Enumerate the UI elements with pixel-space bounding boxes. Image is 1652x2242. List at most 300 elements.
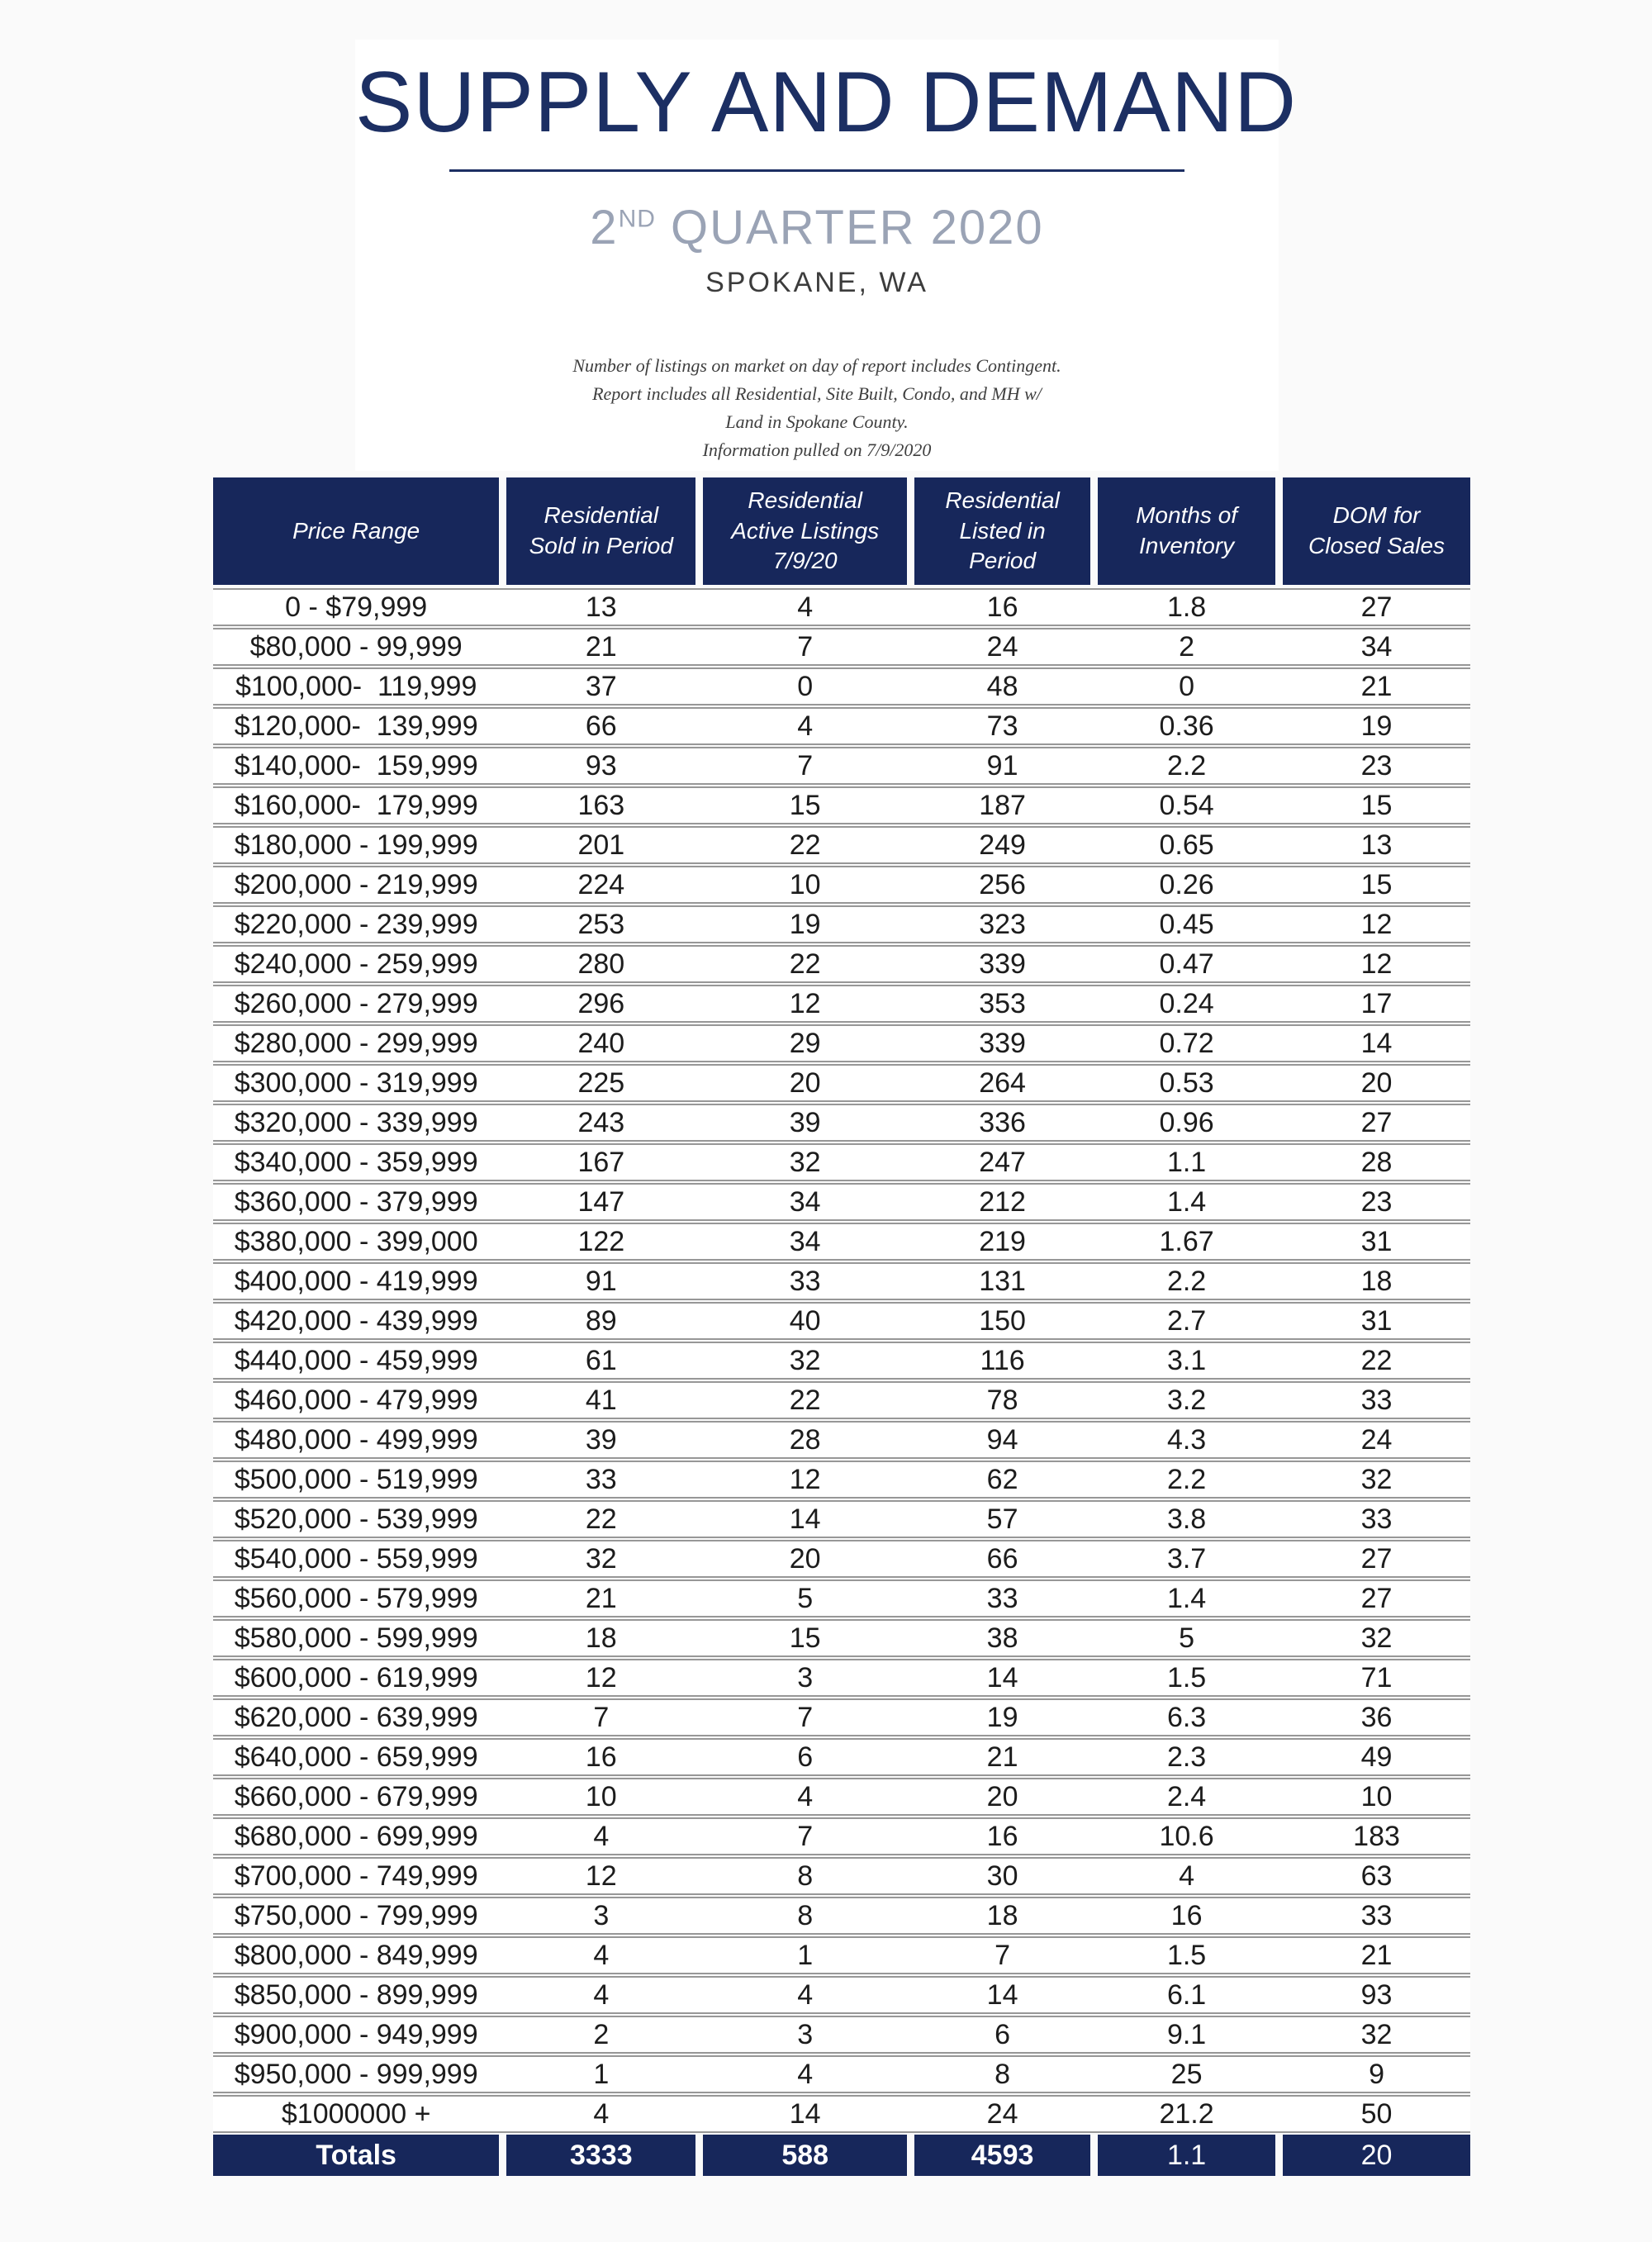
price-range-cell: $680,000 - 699,999 [234, 1821, 478, 1852]
value-cell: 33 [986, 1583, 1018, 1614]
totals-value-cell: 20 [1283, 2135, 1470, 2176]
value-cell: 48 [986, 671, 1018, 702]
value-cell: 28 [1360, 1147, 1393, 1178]
value-cell: 0.54 [1159, 790, 1214, 821]
quarter-subtitle [355, 200, 1279, 255]
value-cell: 7 [797, 631, 814, 663]
table-row [213, 1619, 1470, 1657]
table-row [213, 1223, 1470, 1261]
value-cell: 253 [577, 909, 625, 940]
table-row [213, 1064, 1470, 1102]
value-cell: 27 [1360, 1107, 1393, 1138]
value-cell: 0.96 [1159, 1107, 1214, 1138]
value-cell: 243 [577, 1107, 625, 1138]
value-cell: 1.4 [1166, 1186, 1207, 1218]
value-cell: 36 [1360, 1702, 1393, 1733]
value-cell: 2.7 [1166, 1305, 1207, 1337]
value-cell: 20 [789, 1067, 821, 1099]
price-range-cell: $950,000 - 999,999 [234, 2059, 478, 2090]
value-cell: 339 [979, 948, 1026, 980]
value-cell: 1.67 [1159, 1226, 1214, 1257]
value-cell: 8 [995, 2059, 1011, 2090]
price-range-cell: $460,000 - 479,999 [234, 1385, 478, 1416]
value-cell: 1 [797, 1940, 814, 1971]
value-cell: 4 [797, 591, 814, 623]
value-cell: 7 [797, 1702, 814, 1733]
column-header-line: Residential [945, 487, 1060, 513]
value-cell: 22 [585, 1503, 617, 1535]
price-range-cell: $340,000 - 359,999 [234, 1147, 478, 1178]
column-header-line: Period [969, 548, 1037, 574]
table-row [213, 1421, 1470, 1459]
value-cell: 1.5 [1166, 1940, 1207, 1971]
value-cell: 89 [585, 1305, 617, 1337]
price-range-cell: $100,000- 119,999 [235, 671, 477, 702]
value-cell: 4 [1179, 1860, 1195, 1892]
table-row [213, 1302, 1470, 1340]
column-header-line: Closed Sales [1308, 533, 1446, 558]
value-cell: 38 [986, 1622, 1018, 1654]
value-cell: 24 [986, 631, 1018, 663]
value-cell: 10.6 [1159, 1821, 1214, 1852]
value-cell: 4 [593, 1979, 610, 2011]
value-cell: 94 [986, 1424, 1018, 1456]
price-range-cell: $300,000 - 319,999 [234, 1067, 478, 1099]
value-cell: 91 [585, 1266, 617, 1297]
value-cell: 0.72 [1159, 1028, 1214, 1059]
value-cell: 63 [1360, 1860, 1393, 1892]
value-cell: 34 [1360, 631, 1393, 663]
value-cell: 71 [1360, 1662, 1393, 1693]
quarter-number: 2 [590, 201, 619, 255]
value-cell: 50 [1360, 2098, 1393, 2130]
table-row [213, 2095, 1470, 2133]
value-cell: 39 [789, 1107, 821, 1138]
value-cell: 116 [980, 1345, 1025, 1376]
value-cell: 256 [979, 869, 1026, 900]
table-row [213, 1659, 1470, 1697]
value-cell: 0.45 [1159, 909, 1214, 940]
table-row [213, 747, 1470, 785]
column-header-line: Sold in Period [529, 533, 673, 558]
price-range-cell: $900,000 - 949,999 [234, 2019, 478, 2050]
value-cell: 22 [789, 1385, 821, 1416]
column-header-line: Price Range [292, 517, 420, 544]
value-cell: 4 [797, 1781, 814, 1812]
price-range-cell: $380,000 - 399,000 [234, 1226, 478, 1257]
price-range-cell: $360,000 - 379,999 [234, 1186, 478, 1218]
value-cell: 296 [577, 988, 625, 1019]
value-cell: 32 [1360, 1464, 1393, 1495]
value-cell: 24 [986, 2098, 1018, 2130]
column-header-line: Months of [1136, 502, 1238, 529]
value-cell: 201 [577, 829, 625, 861]
value-cell: 14 [1360, 1028, 1393, 1059]
table-row [213, 1104, 1470, 1142]
price-range-cell: $280,000 - 299,999 [234, 1028, 478, 1059]
value-cell: 20 [986, 1781, 1018, 1812]
table-row [213, 1936, 1470, 1974]
column-header-line: Listed in [959, 517, 1046, 544]
price-range-cell: $600,000 - 619,999 [234, 1662, 478, 1693]
value-cell: 7 [593, 1702, 610, 1733]
value-cell: 13 [1360, 829, 1393, 861]
value-cell: 3.1 [1166, 1345, 1207, 1376]
value-cell: 0.65 [1159, 829, 1214, 861]
value-cell: 183 [1353, 1821, 1400, 1852]
value-cell: 6 [797, 1741, 814, 1773]
value-cell: 14 [986, 1979, 1018, 2011]
price-range-cell: 0 - $79,999 [285, 591, 428, 623]
value-cell: 29 [789, 1028, 821, 1059]
value-cell: 2.3 [1166, 1741, 1207, 1773]
totals-label-cell: Totals [213, 2135, 499, 2176]
value-cell: 12 [585, 1860, 617, 1892]
column-header-line: Active Listings [731, 517, 880, 544]
table-row [213, 1461, 1470, 1499]
value-cell: 32 [585, 1543, 617, 1575]
table-row [213, 1698, 1470, 1736]
price-range-cell: $440,000 - 459,999 [234, 1345, 478, 1376]
price-range-cell: $850,000 - 899,999 [234, 1979, 478, 2011]
value-cell: 31 [1360, 1226, 1393, 1257]
price-range-cell: $120,000- 139,999 [234, 710, 478, 742]
price-range-cell: $640,000 - 659,999 [234, 1741, 478, 1773]
value-cell: 2.2 [1166, 1266, 1207, 1297]
value-cell: 3.2 [1166, 1385, 1207, 1416]
value-cell: 73 [986, 710, 1018, 742]
value-cell: 23 [1360, 1186, 1393, 1218]
value-cell: 21 [1360, 671, 1393, 702]
value-cell: 16 [986, 591, 1018, 623]
value-cell: 25 [1170, 2059, 1203, 2090]
value-cell: 21 [1360, 1940, 1393, 1971]
value-cell: 66 [585, 710, 617, 742]
value-cell: 27 [1360, 1543, 1393, 1575]
price-range-cell: $200,000 - 219,999 [234, 869, 478, 900]
value-cell: 122 [577, 1226, 625, 1257]
table-row [213, 985, 1470, 1023]
value-cell: 91 [986, 750, 1018, 781]
value-cell: 62 [986, 1464, 1018, 1495]
table-row [213, 1976, 1470, 2014]
value-cell: 49 [1360, 1741, 1393, 1773]
price-range-cell: $80,000 - 99,999 [249, 631, 463, 663]
note-line: Information pulled on 7/9/2020 [702, 439, 932, 461]
value-cell: 6.3 [1166, 1702, 1207, 1733]
table-row [213, 588, 1470, 626]
table-row [213, 1897, 1470, 1935]
value-cell: 12 [1360, 948, 1393, 980]
value-cell: 339 [979, 1028, 1026, 1059]
table-row [213, 1183, 1470, 1221]
quarter-suffix: ND [618, 205, 656, 233]
value-cell: 225 [577, 1067, 625, 1099]
value-cell: 150 [979, 1305, 1026, 1337]
value-cell: 3 [797, 2019, 814, 2050]
quarter-rest: QUARTER 2020 [655, 201, 1044, 255]
value-cell: 14 [986, 1662, 1018, 1693]
value-cell: 12 [1360, 909, 1393, 940]
note-line: Land in Spokane County. [725, 411, 909, 433]
title-card [355, 40, 1298, 471]
value-cell: 21 [986, 1741, 1018, 1773]
price-range-cell: $620,000 - 639,999 [234, 1702, 478, 1733]
price-range-cell: $320,000 - 339,999 [234, 1107, 478, 1138]
price-range-cell: $160,000- 179,999 [234, 790, 478, 821]
table-row [213, 1857, 1470, 1895]
value-cell: 280 [577, 948, 625, 980]
value-cell: 8 [797, 1900, 814, 1931]
column-header-line: Residential [544, 502, 659, 529]
value-cell: 147 [577, 1186, 625, 1218]
value-cell: 15 [789, 1622, 821, 1654]
table-row [213, 1262, 1470, 1300]
note-line: Report includes all Residential, Site Built, Condo, and MH w/ [592, 383, 1042, 405]
value-cell: 5 [1179, 1622, 1195, 1654]
value-cell: 12 [789, 988, 821, 1019]
note-line: Number of listings on market on day of report includes Contingent. [572, 355, 1061, 377]
column-header [1283, 477, 1470, 585]
value-cell: 28 [789, 1424, 821, 1456]
value-cell: 1.1 [1166, 1147, 1207, 1178]
page-title: SUPPLY AND DEMAND [355, 55, 1298, 150]
value-cell: 1.4 [1166, 1583, 1207, 1614]
value-cell: 23 [1360, 750, 1393, 781]
value-cell: 10 [1360, 1781, 1393, 1812]
value-cell: 7 [995, 1940, 1011, 1971]
value-cell: 18 [1360, 1266, 1393, 1297]
value-cell: 14 [789, 2098, 821, 2130]
table-row [213, 1381, 1470, 1419]
value-cell: 19 [1360, 710, 1393, 742]
value-cell: 4 [797, 1979, 814, 2011]
price-range-cell: $480,000 - 499,999 [234, 1424, 478, 1456]
value-cell: 34 [789, 1186, 821, 1218]
location-label: SPOKANE, WA [705, 267, 928, 299]
value-cell: 9.1 [1166, 2019, 1207, 2050]
column-header-line: Inventory [1138, 533, 1235, 558]
table-row [213, 707, 1470, 745]
value-cell: 0.36 [1159, 710, 1214, 742]
value-cell: 0 [797, 671, 814, 702]
table-row [213, 905, 1470, 943]
price-range-cell: $580,000 - 599,999 [234, 1622, 478, 1654]
table-row [213, 1540, 1470, 1578]
value-cell: 5 [797, 1583, 814, 1614]
value-cell: 4 [593, 1821, 610, 1852]
column-header-line: Residential [748, 487, 862, 513]
value-cell: 3.7 [1166, 1543, 1207, 1575]
table-row [213, 628, 1470, 666]
value-cell: 33 [1360, 1385, 1393, 1416]
value-cell: 219 [979, 1226, 1026, 1257]
value-cell: 3 [593, 1900, 610, 1931]
value-cell: 32 [789, 1147, 821, 1178]
value-cell: 0 [1179, 671, 1195, 702]
value-cell: 131 [979, 1266, 1026, 1297]
value-cell: 61 [585, 1345, 617, 1376]
price-range-cell: $1000000 + [281, 2098, 431, 2130]
value-cell: 22 [789, 948, 821, 980]
value-cell: 0.53 [1159, 1067, 1214, 1099]
column-header [1098, 477, 1275, 585]
totals-row [213, 2135, 1470, 2176]
value-cell: 3.8 [1166, 1503, 1207, 1535]
value-cell: 2 [593, 2019, 610, 2050]
value-cell: 66 [986, 1543, 1018, 1575]
value-cell: 22 [789, 829, 821, 861]
price-range-cell: $560,000 - 579,999 [234, 1583, 478, 1614]
table-row [213, 1579, 1470, 1617]
price-range-cell: $140,000- 159,999 [234, 750, 478, 781]
value-cell: 13 [585, 591, 617, 623]
price-range-cell: $700,000 - 749,999 [234, 1860, 478, 1892]
value-cell: 33 [789, 1266, 821, 1297]
value-cell: 37 [585, 671, 617, 702]
value-cell: 30 [986, 1860, 1018, 1892]
price-range-cell: $540,000 - 559,999 [234, 1543, 478, 1575]
value-cell: 6.1 [1166, 1979, 1207, 2011]
value-cell: 7 [797, 750, 814, 781]
table-row [213, 2055, 1470, 2093]
table-row [213, 1342, 1470, 1380]
value-cell: 212 [979, 1186, 1026, 1218]
totals-value-cell: 3333 [506, 2135, 695, 2176]
column-header-line: DOM for [1332, 502, 1421, 529]
table-row [213, 786, 1470, 824]
column-header [914, 477, 1090, 585]
totals-value-cell: 1.1 [1098, 2135, 1275, 2176]
supply-demand-table [213, 477, 1470, 2176]
price-range-cell: $800,000 - 849,999 [234, 1940, 478, 1971]
price-range-cell: $750,000 - 799,999 [234, 1900, 478, 1931]
value-cell: 20 [789, 1543, 821, 1575]
value-cell: 21 [585, 1583, 617, 1614]
value-cell: 12 [789, 1464, 821, 1495]
value-cell: 17 [1360, 988, 1393, 1019]
value-cell: 21 [585, 631, 617, 663]
value-cell: 24 [1360, 1424, 1393, 1456]
table-row [213, 2016, 1470, 2054]
value-cell: 15 [1360, 790, 1393, 821]
table-row [213, 866, 1470, 904]
value-cell: 1 [593, 2059, 610, 2090]
value-cell: 16 [986, 1821, 1018, 1852]
value-cell: 93 [1360, 1979, 1393, 2011]
value-cell: 224 [577, 869, 625, 900]
value-cell: 21.2 [1159, 2098, 1214, 2130]
value-cell: 323 [979, 909, 1026, 940]
value-cell: 2 [1179, 631, 1195, 663]
price-range-cell: $240,000 - 259,999 [234, 948, 478, 980]
title-underline [449, 169, 1184, 172]
value-cell: 2.4 [1166, 1781, 1207, 1812]
column-header [703, 477, 907, 585]
value-cell: 353 [979, 988, 1026, 1019]
value-cell: 187 [979, 790, 1026, 821]
value-cell: 33 [1360, 1503, 1393, 1535]
price-range-cell: $260,000 - 279,999 [234, 988, 478, 1019]
value-cell: 249 [979, 829, 1026, 861]
value-cell: 10 [585, 1781, 617, 1812]
value-cell: 163 [577, 790, 625, 821]
value-cell: 34 [789, 1226, 821, 1257]
value-cell: 39 [585, 1424, 617, 1456]
price-range-cell: $520,000 - 539,999 [234, 1503, 478, 1535]
value-cell: 18 [585, 1622, 617, 1654]
value-cell: 27 [1360, 591, 1393, 623]
value-cell: 0.26 [1159, 869, 1214, 900]
value-cell: 4 [797, 2059, 814, 2090]
totals-value-cell: 588 [703, 2135, 907, 2176]
value-cell: 3 [797, 1662, 814, 1693]
value-cell: 4 [593, 1940, 610, 1971]
table-row [213, 1024, 1470, 1062]
value-cell: 264 [979, 1067, 1026, 1099]
value-cell: 41 [585, 1385, 617, 1416]
price-range-cell: $180,000 - 199,999 [234, 829, 478, 861]
value-cell: 27 [1360, 1583, 1393, 1614]
price-range-cell: $400,000 - 419,999 [234, 1266, 478, 1297]
table-row [213, 1143, 1470, 1181]
value-cell: 32 [1360, 1622, 1393, 1654]
value-cell: 10 [789, 869, 821, 900]
value-cell: 22 [1360, 1345, 1393, 1376]
column-header [506, 477, 695, 585]
value-cell: 2.2 [1166, 750, 1207, 781]
value-cell: 14 [789, 1503, 821, 1535]
table-row [213, 1738, 1470, 1776]
value-cell: 16 [1170, 1900, 1203, 1931]
value-cell: 15 [1360, 869, 1393, 900]
table-row [213, 667, 1470, 705]
value-cell: 33 [585, 1464, 617, 1495]
value-cell: 6 [995, 2019, 1011, 2050]
table-row [213, 826, 1470, 864]
value-cell: 1.5 [1166, 1662, 1207, 1693]
value-cell: 2.2 [1166, 1464, 1207, 1495]
value-cell: 247 [979, 1147, 1026, 1178]
report-note [355, 352, 1279, 464]
price-range-cell: $420,000 - 439,999 [234, 1305, 478, 1337]
table-body [213, 588, 1470, 2133]
value-cell: 18 [986, 1900, 1018, 1931]
table-row [213, 1500, 1470, 1538]
value-cell: 20 [1360, 1067, 1393, 1099]
table-header-row [213, 477, 1470, 585]
value-cell: 336 [979, 1107, 1026, 1138]
column-header [213, 477, 499, 585]
value-cell: 240 [577, 1028, 625, 1059]
value-cell: 8 [797, 1860, 814, 1892]
value-cell: 33 [1360, 1900, 1393, 1931]
column-header-line: 7/9/20 [772, 548, 838, 574]
price-range-cell: $660,000 - 679,999 [234, 1781, 478, 1812]
value-cell: 4 [797, 710, 814, 742]
table-row [213, 1778, 1470, 1816]
value-cell: 167 [577, 1147, 625, 1178]
value-cell: 12 [585, 1662, 617, 1693]
value-cell: 0.47 [1159, 948, 1214, 980]
value-cell: 1.8 [1166, 591, 1207, 623]
value-cell: 7 [797, 1821, 814, 1852]
value-cell: 19 [986, 1702, 1018, 1733]
value-cell: 4.3 [1166, 1424, 1207, 1456]
value-cell: 16 [585, 1741, 617, 1773]
value-cell: 15 [789, 790, 821, 821]
value-cell: 31 [1360, 1305, 1393, 1337]
